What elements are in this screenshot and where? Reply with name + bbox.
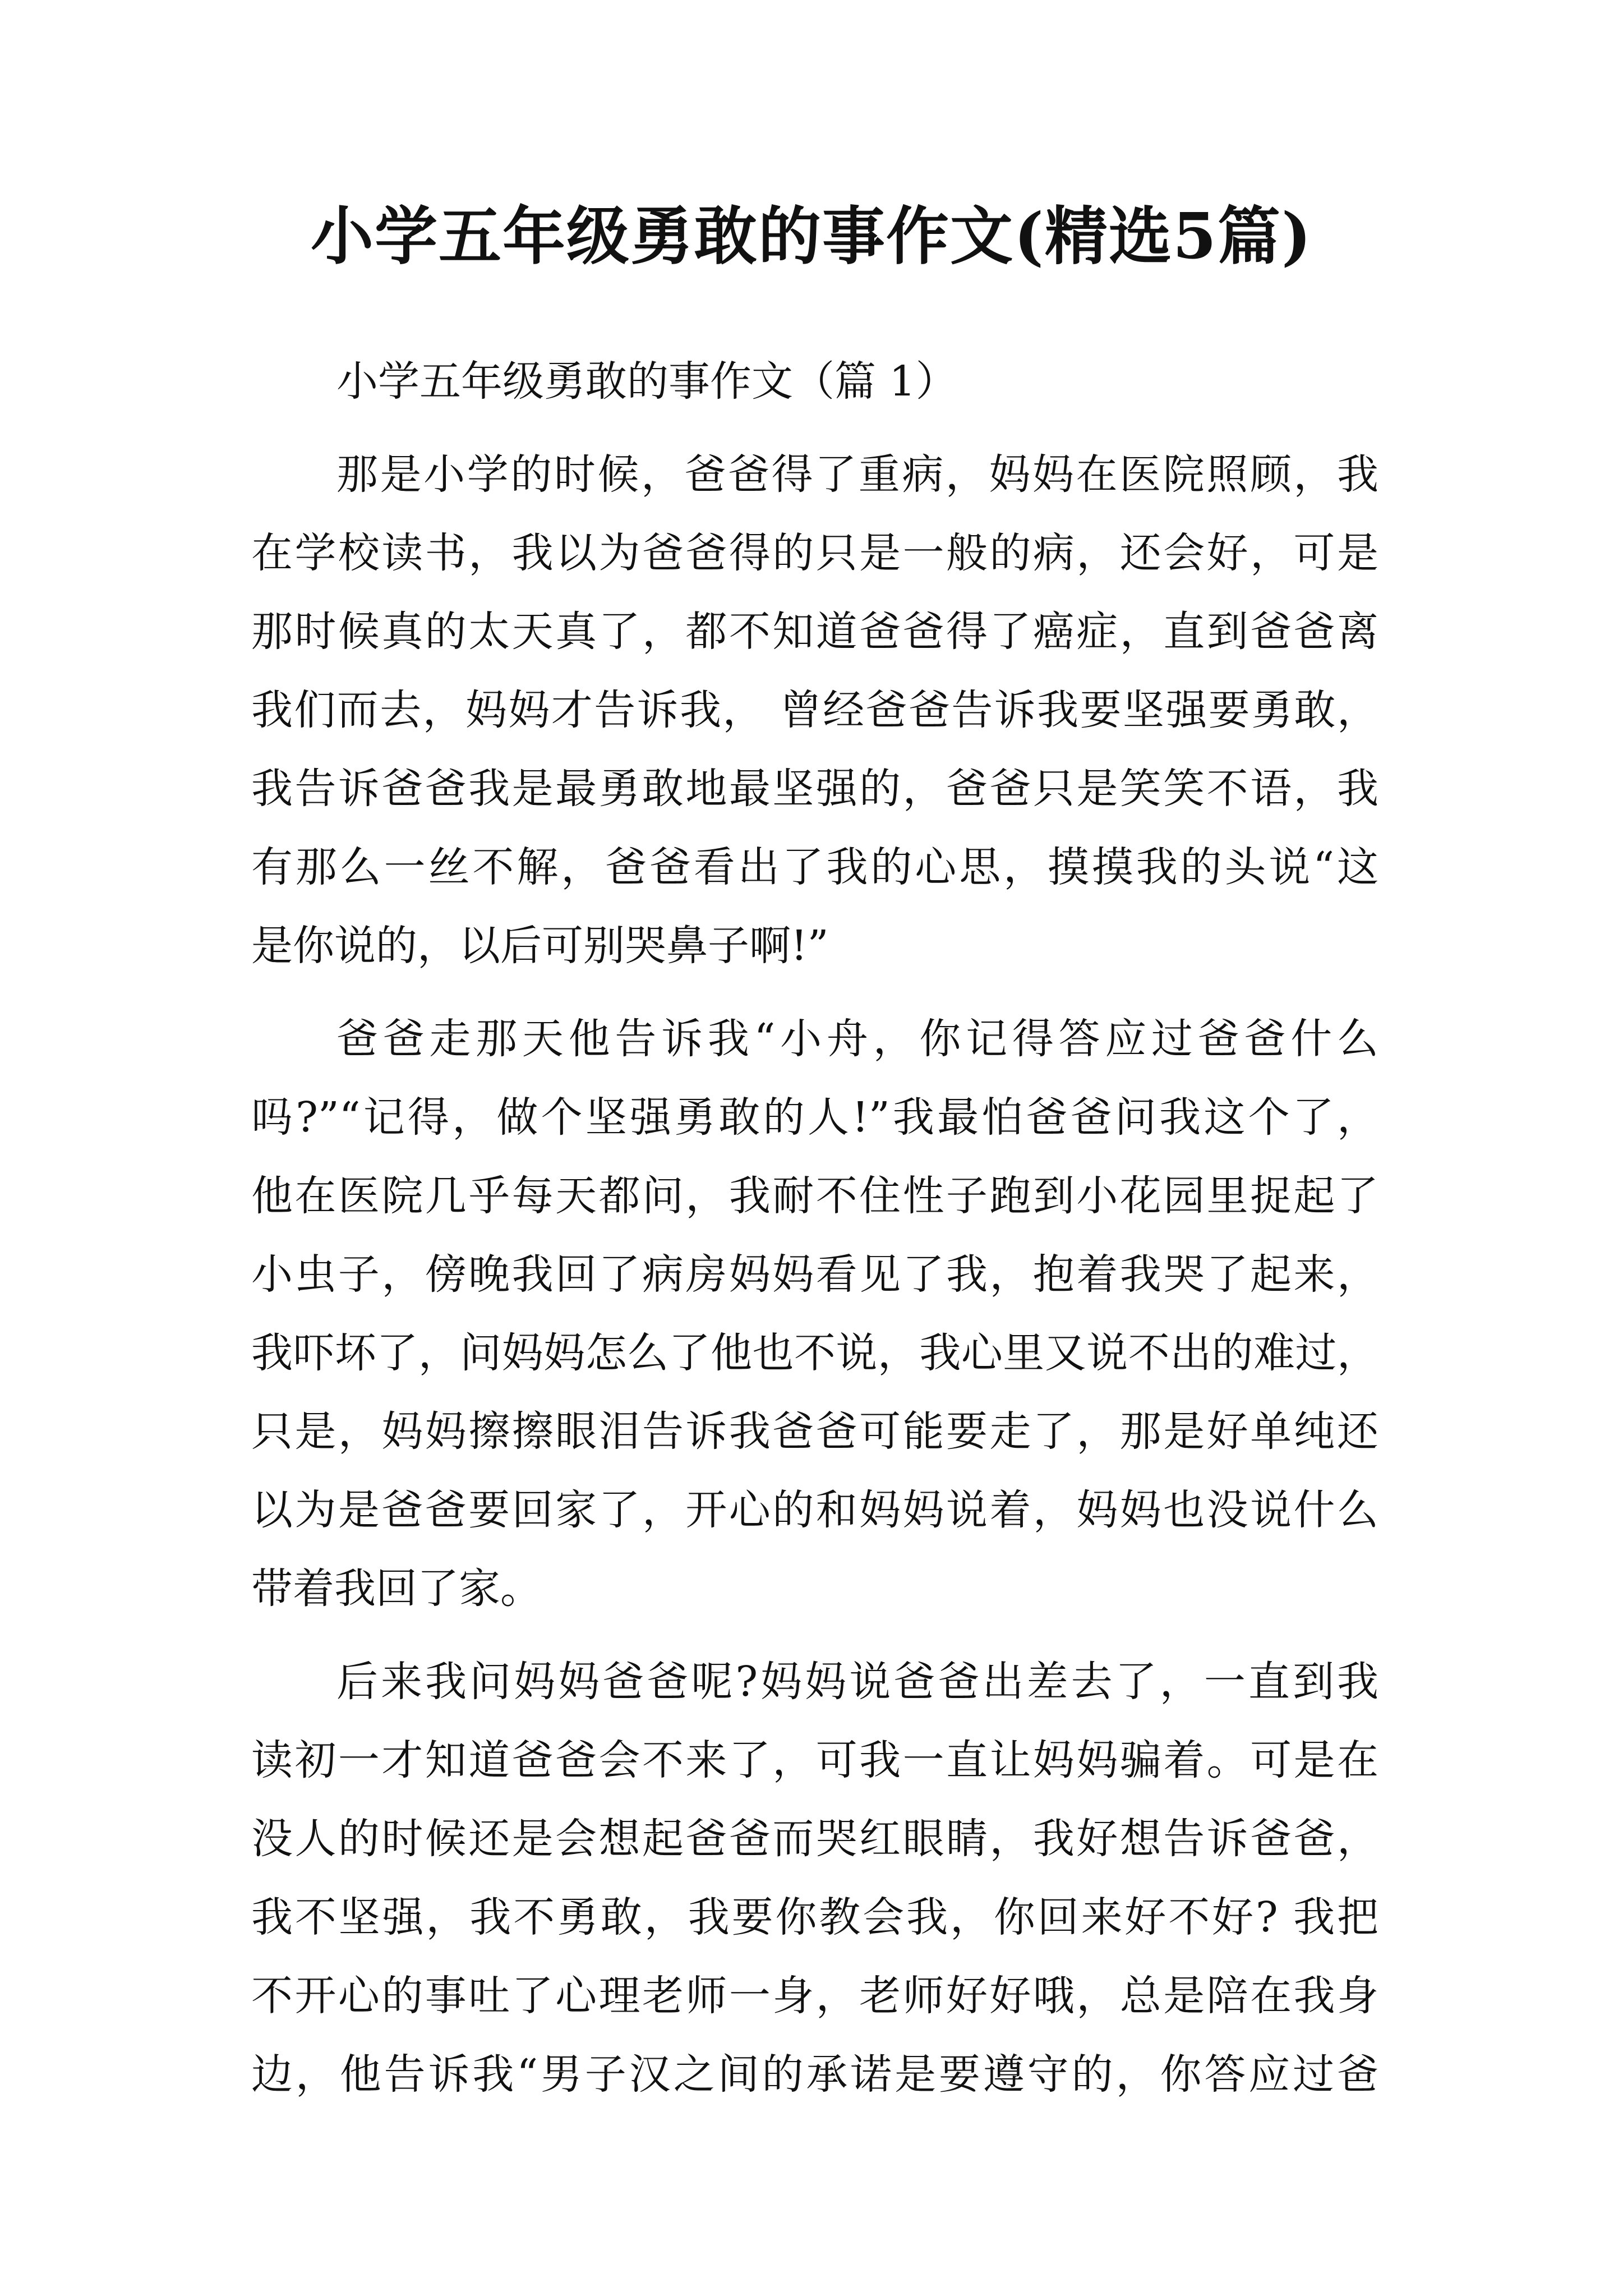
paragraph-gap (251, 1628, 1378, 1642)
paragraph-gap (251, 421, 1378, 435)
text-line: 吗?”“记得，做个坚强勇敢的人!”我最怕爸爸问我这个了， (251, 1093, 1378, 1142)
paragraph-1 (251, 435, 1378, 985)
text-line: 后来我问妈妈爸爸呢?妈妈说爸爸出差去了，一直到我 (336, 1658, 1378, 1706)
text-line: 没人的时候还是会想起爸爸而哭红眼睛，我好想告诉爸爸， (251, 1815, 1378, 1863)
paragraph-2 (251, 1000, 1378, 1628)
text-line: 有那么一丝不解，爸爸看出了我的心思，摸摸我的头说“这 (251, 843, 1378, 891)
text-line: 带着我回了家。 (251, 1565, 542, 1613)
document-body (251, 342, 1378, 2114)
text-line: 小虫子，傍晚我回了病房妈妈看见了我，抱着我哭了起来， (251, 1250, 1378, 1299)
text-line: 只是，妈妈擦擦眼泪告诉我爸爸可能要走了，那是好单纯还 (251, 1407, 1378, 1456)
text-line: 不开心的事吐了心理老师一身，老师好好哦，总是陪在我身 (251, 1972, 1378, 2020)
text-line: 在学校读书，我以为爸爸得的只是一般的病，还会好，可是 (251, 529, 1378, 577)
text-line: 我不坚强，我不勇敢，我要你教会我，你回来好不好? 我把 (251, 1893, 1378, 1941)
text-line: 读初一才知道爸爸会不来了，可我一直让妈妈骗着。可是在 (251, 1736, 1378, 1784)
text-line: 以为是爸爸要回家了，开心的和妈妈说着，妈妈也没说什么 (251, 1486, 1378, 1534)
text-line: 那时候真的太天真了，都不知道爸爸得了癌症，直到爸爸离 (251, 608, 1378, 656)
text-line: 他在医院几乎每天都问，我耐不住性子跑到小花园里捉起了 (251, 1172, 1378, 1220)
text-line: 我告诉爸爸我是最勇敢地最坚强的，爸爸只是笑笑不语，我 (251, 765, 1378, 813)
document-title: 小学五年级勇敢的事作文(精选5篇) (311, 200, 1312, 273)
text-line: 爸爸走那天他告诉我“小舟，你记得答应过爸爸什么 (336, 1015, 1378, 1063)
text-line: 边，他告诉我“男子汉之间的承诺是要遵守的，你答应过爸 (251, 2050, 1378, 2099)
text-line: 我吓坏了，问妈妈怎么了他也不说，我心里又说不出的难过， (251, 1329, 1378, 1377)
paragraph-3 (251, 1642, 1378, 2114)
text-line: 是你说的，以后可别哭鼻子啊!” (251, 922, 829, 970)
paragraph-gap (251, 985, 1378, 1000)
section-heading: 小学五年级勇敢的事作文（篇 1） (336, 357, 957, 406)
text-line: 那是小学的时候，爸爸得了重病，妈妈在医院照顾，我 (336, 450, 1378, 499)
text-line: 我们而去，妈妈才告诉我， 曾经爸爸告诉我要坚强要勇敢， (251, 686, 1378, 734)
